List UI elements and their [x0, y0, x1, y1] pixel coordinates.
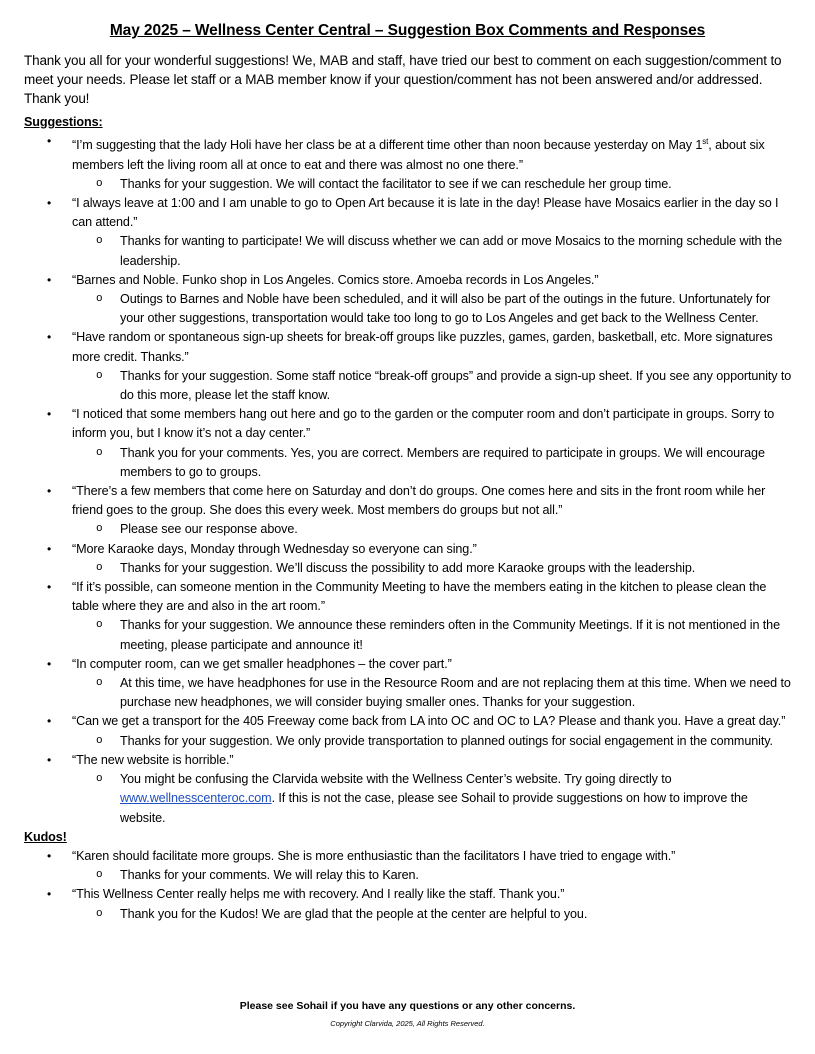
bullet-icon: •	[47, 656, 52, 671]
response-item	[96, 175, 792, 194]
kudos-text: “Karen should facilitate more groups. She is more enthusiastic than the facilitators I have tried to engage with.”	[72, 848, 676, 863]
response-item	[96, 367, 792, 405]
sub-bullet-icon: o	[96, 523, 103, 536]
bullet-icon: •	[47, 407, 52, 422]
suggestion-text: “I’m suggesting that the lady Holi have her class be at a different time other than noon because yesterday on May 1	[72, 138, 703, 153]
response-item	[96, 732, 792, 751]
sub-bullet-icon: o	[96, 177, 103, 190]
sub-bullet-icon: o	[96, 446, 103, 459]
bullet-icon: •	[47, 714, 52, 729]
sub-bullet-icon: o	[96, 619, 103, 632]
suggestions-heading: Suggestions:	[24, 115, 103, 129]
suggestion-text: “The new website is horrible.”	[72, 752, 234, 767]
response-item	[96, 444, 792, 482]
bullet-icon: •	[47, 580, 52, 595]
response-item	[96, 232, 792, 270]
response-text: Thanks for your comments. We will relay this to Karen.	[120, 868, 419, 883]
response-item	[96, 520, 792, 539]
response-text: Thank you for your comments. Yes, you are correct. Members are required to participate in groups. We will encourage members to go to groups.	[120, 445, 765, 479]
suggestion-item	[47, 655, 792, 674]
kudos-text: “This Wellness Center really helps me with recovery. And I really like the staff. Thank you.”	[72, 887, 565, 902]
suggestion-text: “Have random or spontaneous sign-up sheets for break-off groups like puzzles, games, garden, basketball, etc. More signatures more credit. Thanks.”	[72, 330, 773, 364]
footer-note: Please see Sohail if you have any questions or any other concerns.	[239, 1000, 576, 1012]
response-text: Please see our response above.	[120, 522, 298, 537]
sub-bullet-icon: o	[96, 869, 103, 882]
response-item	[96, 905, 792, 924]
response-text: Thanks for your suggestion. We’ll discuss the possibility to add more Karaoke groups with the leadership.	[120, 560, 696, 575]
website-link[interactable]: www.wellnesscenteroc.com	[120, 791, 272, 806]
bullet-icon: •	[47, 196, 52, 210]
suggestion-text: “I noticed that some members hang out here and go to the garden or the computer room and don’t participate in groups. Sorry to inform you, but I know it’s not a day center.”	[72, 407, 775, 441]
sub-bullet-icon: o	[96, 561, 103, 574]
response-text: At this time, we have headphones for use in the Resource Room and are not replacing them at this time. When we need to purchase new headphones, we will consider buying smaller ones. Thanks for your suggestion.	[120, 676, 791, 710]
response-text: Thanks for your suggestion. We will contact the facilitator to see if we can reschedule her group time.	[120, 176, 672, 191]
response-item	[96, 770, 792, 828]
kudos-item	[47, 885, 792, 904]
response-text: Thanks for your suggestion. We only provide transportation to planned outings for social engagement in the community.	[120, 733, 773, 748]
suggestion-item	[47, 328, 792, 366]
page-title: May 2025 – Wellness Center Central – Suggestion Box Comments and Responses	[109, 22, 706, 39]
suggestion-item	[47, 405, 792, 443]
response-item	[96, 290, 792, 328]
sub-bullet-icon: o	[96, 235, 103, 248]
sub-bullet-icon: o	[96, 907, 103, 920]
sub-bullet-icon: o	[96, 773, 103, 786]
suggestion-item	[47, 271, 792, 290]
suggestion-item	[47, 194, 792, 232]
response-item	[96, 674, 792, 712]
kudos-item	[47, 847, 792, 866]
suggestion-text: “Can we get a transport for the 405 Freeway come back from LA into OC and OC to LA? Please and thank you. Have a great day.”	[72, 714, 786, 729]
suggestion-item	[47, 751, 792, 770]
suggestion-item	[47, 540, 792, 559]
bullet-icon: •	[47, 887, 52, 902]
suggestion-item	[47, 578, 792, 616]
bullet-icon: •	[47, 134, 52, 149]
suggestion-item	[47, 712, 792, 731]
document-body	[0, 113, 815, 924]
bullet-icon: •	[47, 484, 52, 499]
response-item	[96, 559, 792, 578]
suggestion-superscript: st	[702, 137, 709, 147]
response-text: Thanks for your suggestion. We announce these reminders often in the Community Meetings. If it is not mentioned in the meeting, please participate and announce it!	[120, 618, 780, 652]
bullet-icon: •	[47, 848, 52, 863]
suggestion-text-continued: , about six members left the living room all at once to eat and there was almost no one there.”	[72, 138, 765, 172]
intro-paragraph: Thank you all for your wonderful suggestions! We, MAB and staff, have tried our best to comment on each suggestion/comment to meet your needs. Please let staff or a MAB member know if your question/comment has not been answered and/or addressed. Thank you!	[24, 53, 782, 106]
bullet-icon: •	[47, 541, 52, 556]
suggestion-text: “I always leave at 1:00 and I am unable to go to Open Art because it is late in the day! Please have Mosaics earlier in the day so I can attend.”	[72, 196, 779, 230]
response-text-continued: . If this is not the case, please see Sohail to provide suggestions on how to improve the website.	[120, 791, 748, 825]
sub-bullet-icon: o	[96, 677, 103, 690]
response-text: Thanks for your suggestion. Some staff notice “break-off groups” and provide a sign-up sheet. If you see any opportunity to do this more, please let the staff know.	[120, 368, 792, 403]
sub-bullet-icon: o	[96, 369, 103, 382]
suggestion-text: “There’s a few members that come here on Saturday and don’t do groups. One comes here and sits in the front room while her friend goes to the group. She does this every week. Most members do groups but not all.”	[72, 484, 766, 518]
bullet-icon: •	[47, 330, 52, 345]
suggestion-text: “In computer room, can we get smaller headphones – the cover part.”	[72, 656, 452, 671]
suggestion-text: “Barnes and Noble. Funko shop in Los Angeles. Comics store. Amoeba records in Los Angeles.”	[72, 272, 599, 287]
response-item	[96, 866, 792, 885]
response-item	[96, 616, 792, 654]
response-text: Outings to Barnes and Noble have been scheduled, and it will also be part of the outings in the future. Unfortunately for your other suggestions, transportation would take too long to go to Los Angeles and get back to the Wellness Center.	[120, 292, 771, 326]
sub-bullet-icon: o	[96, 293, 103, 306]
response-text: Thank you for the Kudos! We are glad that the people at the center are helpful to you.	[120, 906, 588, 921]
suggestion-text: “More Karaoke days, Monday through Wednesday so everyone can sing.”	[72, 541, 477, 556]
kudos-heading: Kudos!	[24, 829, 67, 844]
response-text: You might be confusing the Clarvida website with the Wellness Center’s website. Try going directly to	[120, 772, 672, 787]
copyright-notice: Copyright Clarvida, 2025, All Rights Reserved.	[330, 1019, 485, 1028]
bullet-icon: •	[47, 272, 52, 287]
suggestion-text: “If it’s possible, can someone mention in the Community Meeting to have the members eating in the kitchen to please clean the table where they are and also in the art room.”	[72, 580, 767, 614]
bullet-icon: •	[47, 752, 52, 767]
suggestion-item	[47, 482, 792, 520]
sub-bullet-icon: o	[96, 734, 103, 747]
response-text: Thanks for wanting to participate! We will discuss whether we can add or move Mosaics to the morning schedule with the leadership.	[120, 234, 783, 268]
suggestion-item	[47, 132, 792, 175]
